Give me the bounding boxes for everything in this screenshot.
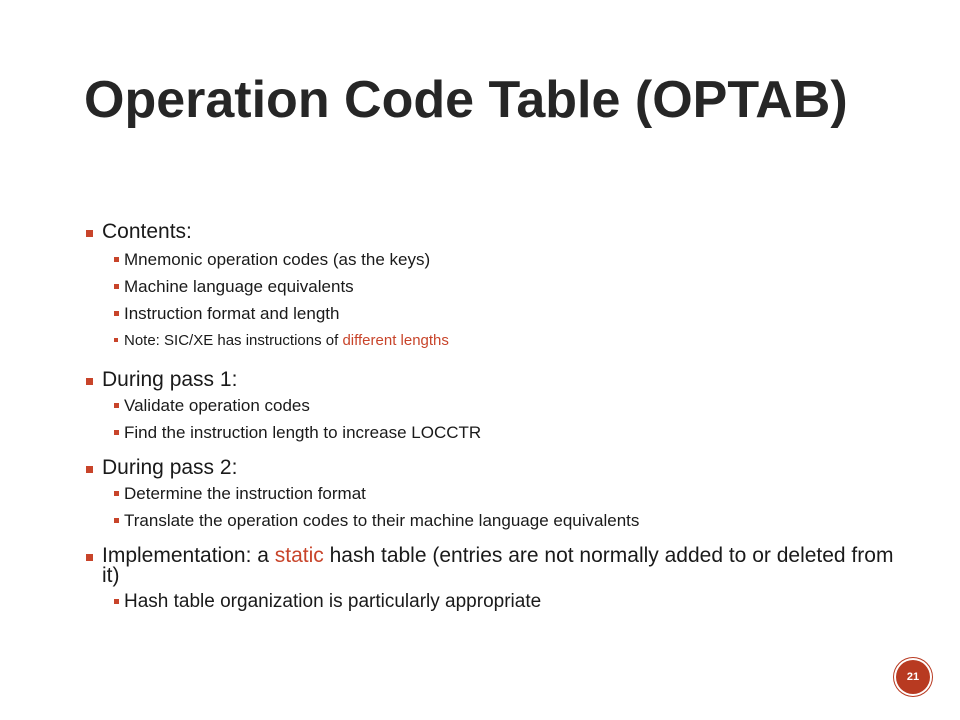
sub-bullet [84, 276, 914, 298]
sub-bullet [84, 303, 914, 325]
bullet-pass1 [84, 370, 914, 390]
sub-bullet-text: Mnemonic operation codes (as the keys) [124, 250, 431, 269]
slide-content [84, 222, 914, 613]
square-bullet-icon [86, 554, 93, 561]
highlight-text: static [274, 544, 324, 567]
sub-bullet-text: Translate the operation codes to their machine language equivalents [124, 511, 640, 530]
square-bullet-icon [114, 403, 119, 408]
bullet-text: During pass 1: [102, 368, 238, 391]
sub-bullet [84, 483, 914, 505]
square-bullet-icon [114, 518, 119, 523]
sub-bullet-text: Hash table organization is particularly appropriate [124, 591, 542, 612]
sub-bullet-text: Instruction format and length [124, 304, 340, 323]
sub-bullet-text: Validate operation codes [124, 396, 310, 415]
sub-bullet [84, 395, 914, 417]
square-bullet-icon [86, 230, 93, 237]
sub-bullet [84, 422, 914, 444]
square-bullet-icon [114, 599, 119, 604]
square-bullet-icon [86, 466, 93, 473]
sub-bullet-text: Determine the instruction format [124, 484, 366, 503]
square-bullet-icon [114, 338, 118, 342]
sub-bullet-text: Find the instruction length to increase LOCCTR [124, 423, 482, 442]
slide-title: Operation Code Table (OPTAB) [84, 71, 848, 129]
bullet-pass2 [84, 458, 914, 478]
square-bullet-icon [114, 430, 119, 435]
bullet-text: Contents: [102, 220, 192, 243]
sub-bullet [84, 330, 914, 352]
sub-bullet [84, 591, 914, 613]
bullet-implementation [84, 546, 914, 586]
square-bullet-icon [114, 257, 119, 262]
bullet-contents [84, 222, 914, 242]
sub-bullet [84, 510, 914, 532]
bullet-text: Implementation: a [102, 544, 275, 567]
sub-bullet [84, 249, 914, 271]
bullet-text: hash table (entries are not normally added to or deleted from it) [102, 544, 894, 587]
square-bullet-icon [114, 311, 119, 316]
sub-bullet-text: Note: SIC/XE has instructions of [124, 332, 343, 349]
bullet-text: During pass 2: [102, 456, 238, 479]
square-bullet-icon [114, 284, 119, 289]
sub-bullet-text: Machine language equivalents [124, 277, 354, 296]
square-bullet-icon [86, 378, 93, 385]
highlight-text: different lengths [342, 332, 449, 349]
square-bullet-icon [114, 491, 119, 496]
page-number-badge: 21 [896, 660, 930, 694]
